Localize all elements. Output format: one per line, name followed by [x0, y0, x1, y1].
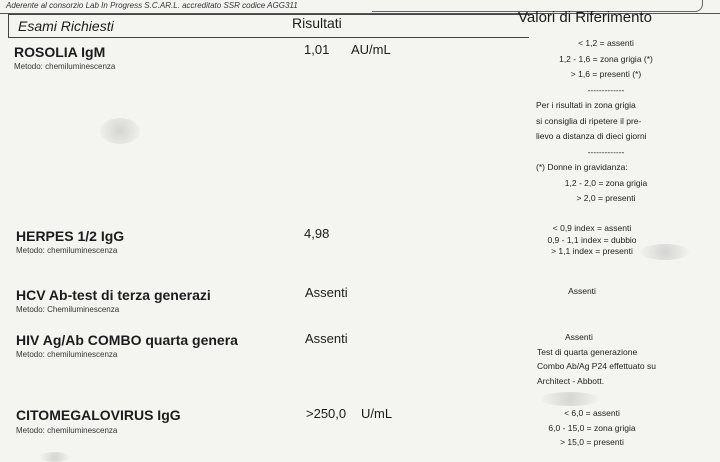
exam-method: Metodo: Chemiluminescenza [16, 305, 120, 314]
exam-name: ROSOLIA IgM [14, 44, 106, 60]
result-value: Assenti [305, 285, 348, 300]
exam-method: Metodo: chemiluminescenza [16, 246, 118, 255]
reference-line: > 2,0 = presenti [576, 193, 636, 203]
scan-smudge [40, 452, 70, 462]
exam-name: HIV Ag/Ab COMBO quarta genera [16, 332, 238, 348]
header-reference-values: Valori di Riferimento [518, 9, 652, 26]
reference-line: < 0,9 index = assenti [552, 223, 632, 233]
reference-line: Architect - Abbott. [537, 375, 605, 386]
result-unit: AU/mL [351, 42, 391, 57]
reference-line: 1,2 - 2,0 = zona grigia [564, 177, 648, 188]
exam-method: Metodo: chemiluminescenza [16, 426, 118, 435]
reference-line: > 15,0 = presenti [560, 437, 624, 447]
reference-values [532, 223, 652, 258]
reference-line: si consiglia di ripetere il pre- [536, 115, 642, 126]
exam-name: HERPES 1/2 IgG [16, 228, 125, 244]
exam-method: Metodo: chemiluminescenza [14, 62, 116, 71]
scan-smudge [640, 244, 690, 260]
reference-values [537, 330, 687, 388]
reference-line: 6,0 - 15,0 = zona grigia [548, 422, 636, 433]
reference-line: (*) Donne in gravidanza: [536, 162, 628, 172]
reference-line: 1,2 - 1,6 = zona grigia (*) [559, 53, 653, 64]
reference-line: > 1,6 = presenti (*) [570, 69, 642, 79]
result-value: >250,0 [306, 406, 347, 421]
result-unit: U/mL [361, 406, 393, 421]
header-exams: Esami Richiesti [18, 18, 114, 34]
reference-line: Assenti [565, 332, 593, 342]
result-value: 4,98 [304, 226, 330, 241]
exam-name: CITOMEGALOVIRUS IgG [16, 407, 181, 423]
reference-line: ------------- [587, 146, 625, 157]
reference-line: Combo Ab/Ag P24 effettuato su [537, 361, 656, 371]
reference-line: Assenti [568, 286, 596, 296]
reference-line: Test di quarta generazione [537, 346, 638, 357]
reference-values [532, 284, 632, 300]
reference-values [536, 36, 676, 207]
reference-line: Per i risultati in zona grigia [536, 100, 636, 110]
lab-affiliation-note: Aderente al consorzio Lab In Progress S.C.AR.L. accreditato SSR codice AGG311 [6, 1, 298, 10]
reference-values [532, 406, 652, 450]
reference-line: 0,9 - 1,1 index = dubbio [547, 234, 637, 245]
result-value: 1,01 [304, 42, 330, 57]
result-value: Assenti [305, 331, 348, 346]
reference-line: < 6,0 = assenti [564, 408, 620, 418]
reference-line: lievo a distanza di dieci giorni [536, 131, 647, 141]
exam-name: HCV Ab-test di terza generazi [16, 287, 211, 303]
reference-line: > 1,1 index = presenti [551, 246, 633, 256]
exam-method: Metodo: chemiluminescenza [16, 350, 118, 359]
scan-smudge [100, 118, 140, 144]
scan-smudge [540, 392, 600, 406]
reference-line: < 1,2 = assenti [578, 38, 634, 48]
header-results: Risultati [292, 15, 342, 31]
reference-line: ------------- [587, 84, 625, 95]
